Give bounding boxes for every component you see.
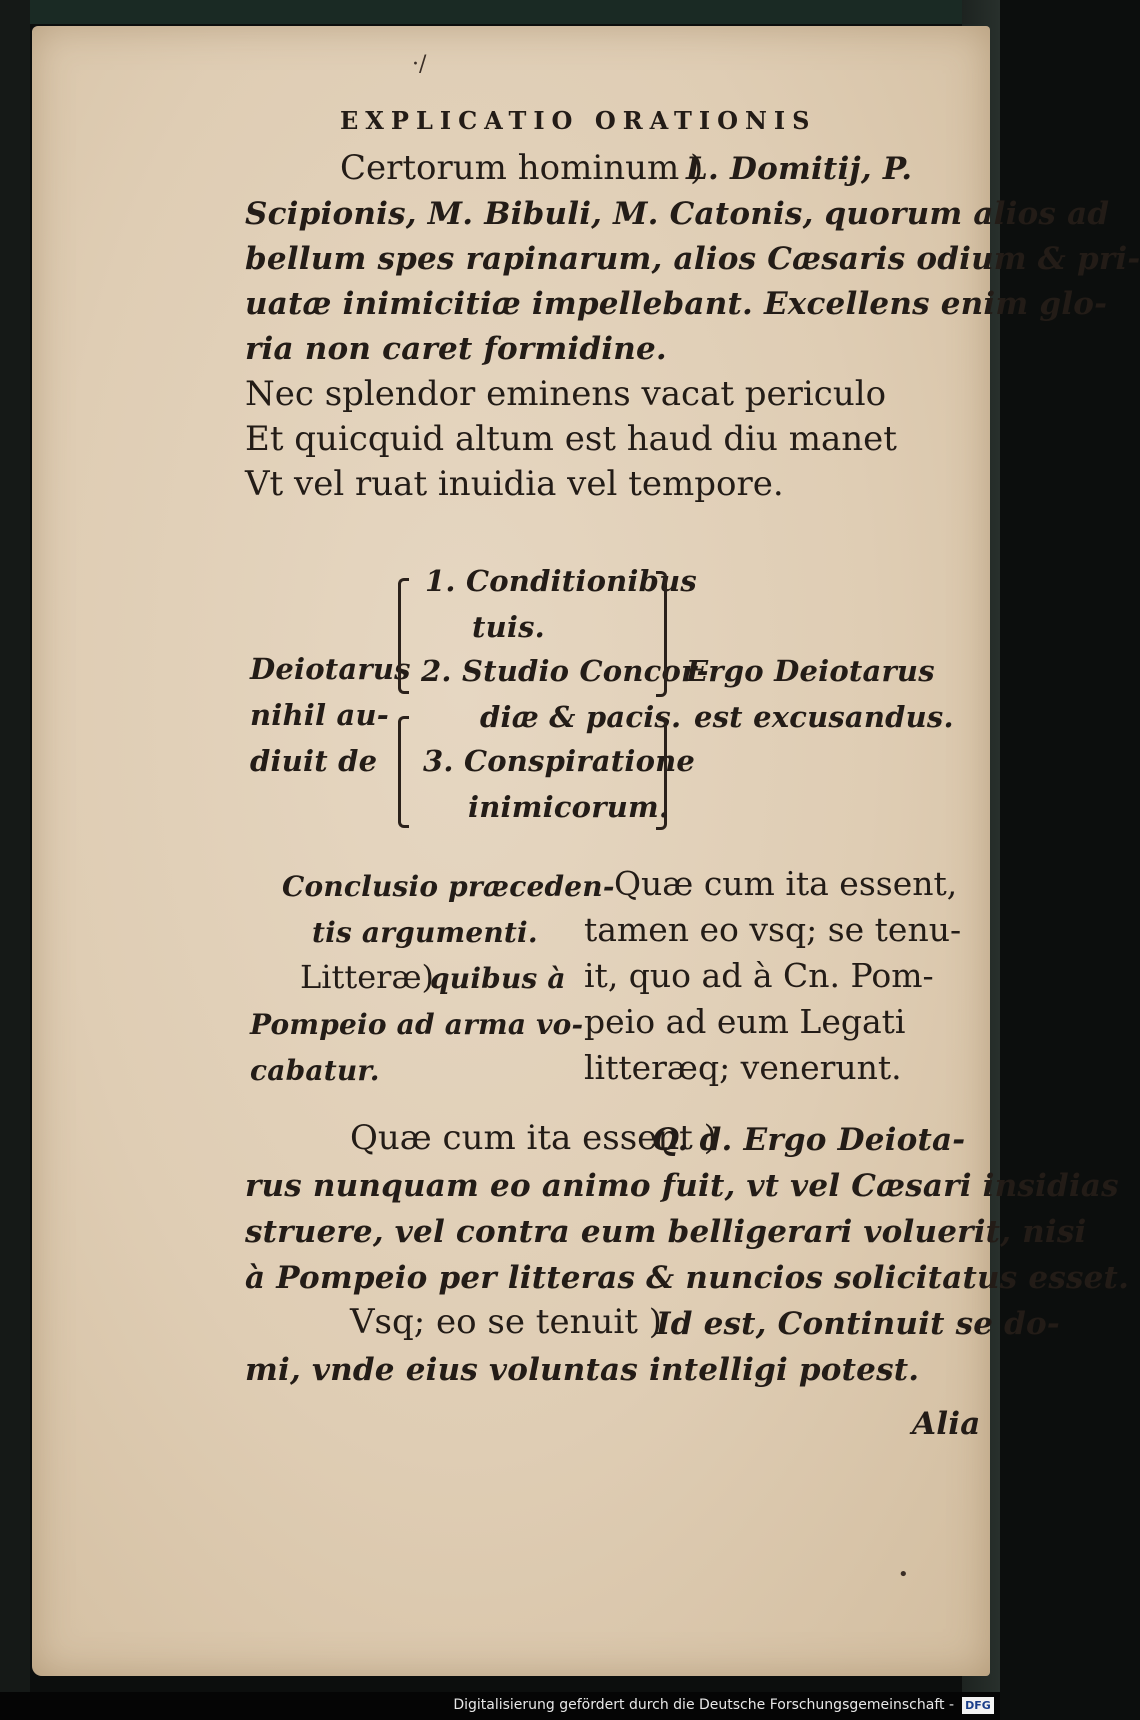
left-col-line3-roman: Litteræ) bbox=[300, 958, 434, 996]
para1-line3: bellum spes rapinarum, alios Cæsaris odium & pri- bbox=[245, 241, 1140, 277]
diagram-left-line2: nihil au- bbox=[250, 698, 390, 732]
verse-line1: Nec splendor eminens vacat periculo bbox=[245, 374, 887, 414]
para3-line1-italic: Id est, Continuit se do- bbox=[656, 1306, 1060, 1342]
right-brace-lower bbox=[656, 716, 667, 830]
catchword: Alia bbox=[912, 1406, 981, 1442]
diagram-left-line1: Deiotarus bbox=[250, 652, 411, 686]
book-spine bbox=[0, 0, 30, 1720]
left-col-line4: Pompeio ad arma vo- bbox=[250, 1008, 584, 1041]
para2-line4: à Pompeio per litteras & nuncios solicitatus esset. bbox=[245, 1260, 1130, 1296]
para2-line1-italic: Q. d. Ergo Deiota- bbox=[652, 1122, 966, 1158]
para3-line2: mi, vnde eius voluntas intelligi potest. bbox=[245, 1352, 920, 1388]
dfg-logo: DFG bbox=[962, 1697, 994, 1714]
diagram-item2-cont: diæ & pacis. bbox=[480, 700, 682, 734]
running-header: EXPLICATIO ORATIONIS bbox=[340, 106, 817, 135]
right-col-line2: tamen eo vsq; se tenu- bbox=[584, 910, 962, 949]
diagram-right-line1: Ergo Deiotarus bbox=[686, 654, 935, 688]
para2-line2: rus nunquam eo animo fuit, vt vel Cæsari insidias bbox=[245, 1168, 1119, 1204]
right-col-line3: it, quo ad à Cn. Pom- bbox=[584, 956, 934, 995]
para1-line2: Scipionis, M. Bibuli, M. Catonis, quorum alios ad bbox=[245, 196, 1110, 232]
right-col-line1: Quæ cum ita essent, bbox=[614, 864, 958, 903]
left-col-line1: Conclusio præceden- bbox=[282, 870, 615, 903]
diagram-item2: 2. Studio Concor- bbox=[421, 654, 709, 688]
right-col-line4: peio ad eum Legati bbox=[584, 1002, 906, 1041]
left-brace-upper bbox=[398, 578, 409, 694]
para1-line4: uatæ inimicitiæ impellebant. Excellens enim glo- bbox=[245, 286, 1108, 322]
diagram-item3-cont: inimicorum. bbox=[468, 790, 670, 824]
book-page bbox=[32, 26, 1140, 1676]
para1-line1-roman: Certorum hominum ) bbox=[340, 148, 704, 188]
para1-line5: ria non caret formidine. bbox=[245, 331, 667, 367]
funding-credit: Digitalisierung gefördert durch die Deutsche Forschungsgemeinschaft - bbox=[453, 1697, 954, 1713]
diagram-item1-cont: tuis. bbox=[472, 610, 545, 644]
left-col-line5: cabatur. bbox=[250, 1054, 380, 1087]
right-col-line5: litteræq; venerunt. bbox=[584, 1048, 902, 1087]
diagram-item3: 3. Conspiratione bbox=[423, 744, 696, 778]
para2-line1-roman: Quæ cum ita essent ) bbox=[350, 1118, 717, 1158]
scan-top-band bbox=[0, 0, 1000, 24]
diagram-right-line2: est excusandus. bbox=[694, 700, 954, 734]
diagram-item1: 1. Conditionibus bbox=[425, 564, 697, 598]
left-col-line3-italic: quibus à bbox=[430, 962, 566, 995]
para3-line1-roman: Vsq; eo se tenuit ) bbox=[350, 1302, 662, 1342]
page-mark: ·/ bbox=[412, 52, 427, 77]
para2-line3: struere, vel contra eum belligerari voluerit, nisi bbox=[245, 1214, 1087, 1250]
left-col-line2: tis argumenti. bbox=[312, 916, 538, 949]
ink-speck: • bbox=[898, 1564, 909, 1585]
verse-line2: Et quicquid altum est haud diu manet bbox=[245, 419, 897, 459]
right-brace-upper bbox=[656, 571, 667, 697]
left-brace-lower bbox=[398, 716, 409, 828]
para1-line1-italic: L. Domitij, P. bbox=[686, 151, 913, 187]
verse-line3: Vt vel ruat inuidia vel tempore. bbox=[245, 464, 784, 504]
diagram-left-line3: diuit de bbox=[250, 744, 378, 778]
